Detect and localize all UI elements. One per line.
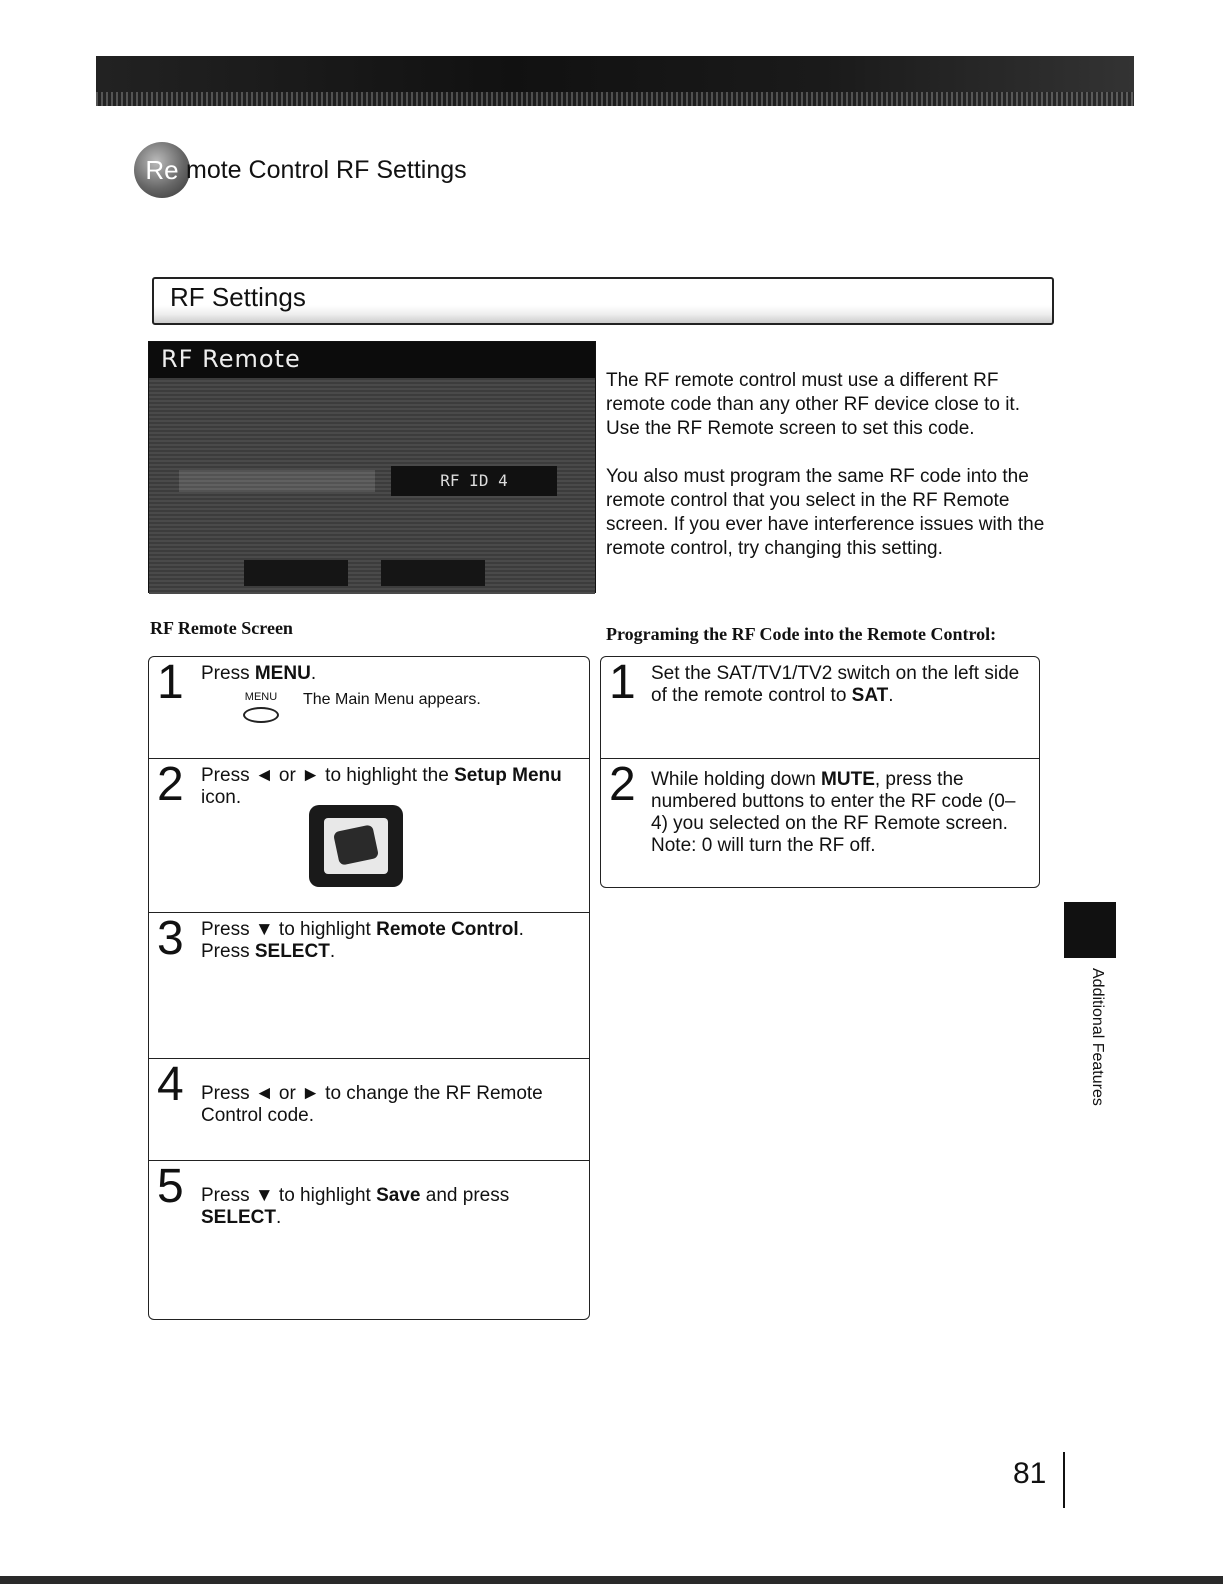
- step-text-post: icon.: [201, 787, 242, 808]
- description-paragraph-2: You also must program the same RF code into the remote control that you select in the RF Remote screen. If you ever have interference issues with the remote control, try changing this setting.: [606, 466, 1045, 559]
- screen-button-left: [244, 560, 348, 586]
- step-text-post: and press: [420, 1185, 510, 1206]
- step-note: Note: 0 will turn the RF off.: [651, 835, 876, 856]
- step-number: 1: [609, 656, 636, 709]
- steps-left-panel: [148, 656, 590, 1320]
- side-tab-marker: [1064, 902, 1116, 958]
- step-2: [601, 759, 1039, 887]
- step-3: [149, 913, 589, 1059]
- screen-body: [149, 378, 595, 594]
- side-label: Additional Features: [1089, 968, 1106, 1106]
- menu-key-icon: [241, 691, 281, 723]
- menu-button-oval: [243, 707, 279, 723]
- step-number: 2: [157, 758, 184, 811]
- step-number: 3: [157, 912, 184, 965]
- rf-remote-screenshot: [148, 341, 596, 593]
- step-number: 2: [609, 758, 636, 811]
- screen-rf-id-field: RF ID 4: [391, 466, 557, 496]
- step-text-line2-post: .: [275, 1207, 282, 1228]
- step-number: 5: [157, 1160, 184, 1213]
- step-text-bold: Save: [376, 1185, 421, 1206]
- section-badge-icon: [134, 142, 190, 198]
- step-text: [201, 765, 581, 809]
- page-number-rule: [1063, 1452, 1065, 1508]
- step-1: [601, 657, 1039, 759]
- step-text-pre: While holding down: [651, 769, 822, 790]
- step-text: [651, 769, 1031, 857]
- step-number: 4: [157, 1058, 184, 1111]
- screen-button-right: [381, 560, 485, 586]
- step-text-pre: Press: [201, 663, 255, 684]
- step-text-post: .: [310, 663, 317, 684]
- steps-right-panel: [600, 656, 1040, 888]
- step-text-post: .: [518, 919, 524, 940]
- step-text-bold: Remote Control: [376, 919, 519, 940]
- section-title: mote Control RF Settings: [186, 155, 467, 184]
- rf-settings-heading: [152, 277, 1054, 325]
- step-text: Press ◄ or ► to change the RF Remote Control code.: [201, 1083, 543, 1126]
- description-paragraph-1: The RF remote control must use a different RF remote code than any other RF device close to it. Use the RF Remote screen to set this code.: [606, 370, 1020, 439]
- step-text-pre: Press ◄ or ► to highlight the: [201, 765, 455, 786]
- step-text: [201, 919, 581, 963]
- top-banner: [96, 56, 1134, 106]
- step-text-line2-bold: SELECT: [201, 1207, 276, 1228]
- step-text-post: , press the numbered buttons to enter the RF code (0–4) you selected on the RF Remote screen.: [651, 769, 1016, 834]
- step-text-bold: MENU: [254, 663, 311, 684]
- step-text-line2-bold: SELECT: [254, 941, 330, 962]
- step-text-bold: Setup Menu: [454, 765, 562, 786]
- setup-menu-icon: [309, 805, 403, 887]
- screen-title-bar: [149, 342, 595, 378]
- bottom-edge: [0, 1576, 1223, 1584]
- step-text-bold: SAT: [851, 685, 889, 706]
- screen-field-label: [179, 470, 375, 492]
- rf-settings-label: RF Settings: [170, 282, 306, 312]
- step-text-pre: Set the SAT/TV1/TV2 switch on the left side of the remote control to: [651, 663, 1020, 706]
- step-number: 1: [157, 656, 184, 709]
- step-text: [201, 663, 581, 685]
- step-text-bold: MUTE: [821, 769, 875, 790]
- step-text-pre: Press ▼ to highlight: [201, 919, 377, 940]
- badge-letter: Re: [145, 154, 179, 185]
- step-text-line2-pre: Press: [201, 941, 255, 962]
- step-1: [149, 657, 589, 759]
- step-text: [651, 663, 1031, 707]
- screen-title: RF Remote: [161, 345, 301, 373]
- step-4: [149, 1059, 589, 1161]
- step-text: [201, 1185, 581, 1229]
- step-text-pre: Press ▼ to highlight: [201, 1185, 377, 1206]
- caption-rf-remote-screen: RF Remote Screen: [150, 618, 293, 638]
- step-text-post: .: [888, 685, 894, 706]
- section-header: [134, 140, 467, 200]
- step-2: [149, 759, 589, 913]
- step-text-line2-post: .: [329, 941, 336, 962]
- step-note: The Main Menu appears.: [303, 691, 481, 708]
- menu-key-label: MENU: [244, 691, 278, 703]
- step-5: [149, 1161, 589, 1319]
- page-number: 81: [1013, 1457, 1047, 1490]
- caption-programming: Programing the RF Code into the Remote Control:: [606, 624, 997, 644]
